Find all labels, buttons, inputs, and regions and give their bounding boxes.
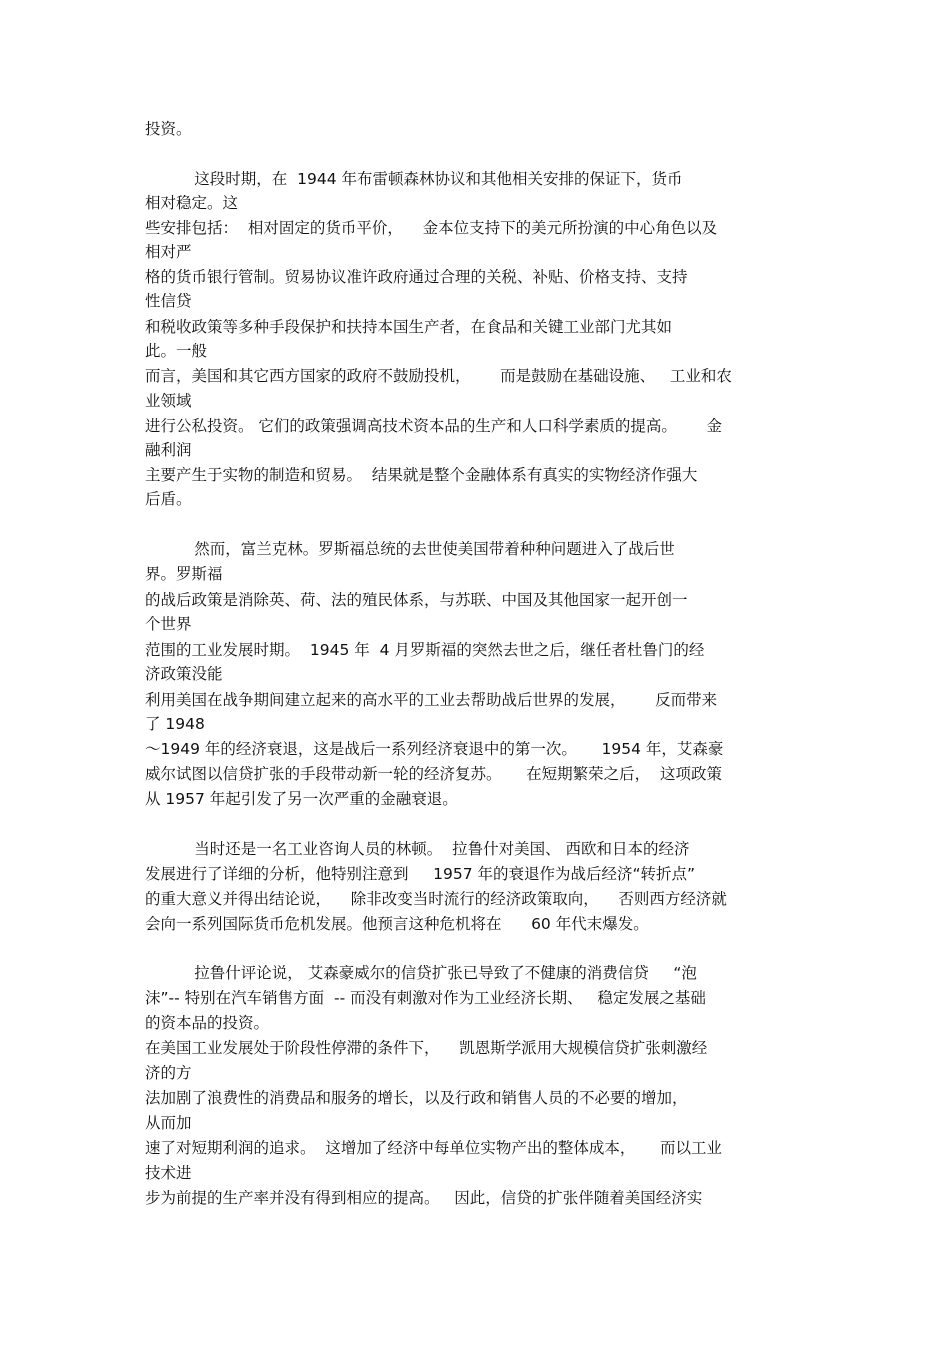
text-line: 当时还是一名工业咨询人员的林顿。 拉鲁什对美国、 西欧和日本的经济: [145, 840, 690, 858]
text-line: 的战后政策是消除英、荷、法的殖民体系，与苏联、中国及其他国家一起开创一: [145, 591, 688, 609]
text-line: 融利润: [145, 441, 192, 459]
text-line: 的资本品的投资。: [145, 1014, 270, 1032]
text-line: 主要产生于实物的制造和贸易。 结果就是整个金融体系有真实的实物经济作强大: [145, 466, 698, 484]
text-line: 这段时期，在 1944 年布雷顿森林协议和其他相关安排的保证下，货币: [145, 170, 683, 188]
text-line: 相对稳定。这: [145, 194, 239, 212]
text-line: 些安排包括： 相对固定的货币平价， 金本位支持下的美元所扮演的中心角色以及: [145, 219, 718, 237]
text-line: 在美国工业发展处于阶段性停滞的条件下， 凯恩斯学派用大规模信贷扩张刺激经: [145, 1039, 708, 1057]
text-line: 个世界: [145, 615, 192, 633]
text-line: ～1949 年的经济衰退，这是战后一系列经济衰退中的第一次。 1954 年，艾森豪: [145, 740, 724, 758]
text-line: 威尔试图以信贷扩张的手段带动新一轮的经济复苏。 在短期繁荣之后， 这项政策: [145, 765, 722, 783]
text-line: 相对严: [145, 243, 192, 261]
text-line: 沫”-- 特别在汽车销售方面 -- 而没有刺激对作为工业经济长期、 稳定发展之基础: [145, 989, 706, 1007]
text-line: 技术进: [145, 1164, 192, 1182]
text-line: 步为前提的生产率并没有得到相应的提高。 因此，信贷的扩张伴随着美国经济实: [145, 1189, 703, 1207]
text-line: 进行公私投资。 它们的政策强调高技术资本品的生产和人口科学素质的提高。 金: [145, 417, 722, 435]
text-line: 会向一系列国际货币危机发展。他预言这种危机将在 60 年代末爆发。: [145, 915, 649, 933]
text-line: 投资。: [145, 120, 192, 138]
text-line: 范围的工业发展时期。 1945 年 4 月罗斯福的突然去世之后，继任者杜鲁门的经: [145, 641, 705, 659]
text-line: 此。一般: [145, 342, 208, 360]
text-line: 速了对短期利润的追求。 这增加了经济中每单位实物产出的整体成本， 而以工业: [145, 1139, 722, 1157]
text-line: 和税收政策等多种手段保护和扶持本国生产者，在食品和关键工业部门尤其如: [145, 318, 673, 336]
text-line: 界。罗斯福: [145, 565, 223, 583]
text-line: 业领域: [145, 392, 192, 410]
text-line: 然而，富兰克林。罗斯福总统的去世使美国带着种种问题进入了战后世: [145, 540, 675, 558]
text-line: 格的货币银行管制。贸易协议准许政府通过合理的关税、补贴、价格支持、支持: [145, 268, 688, 286]
text-line: 从 1957 年起引发了另一次严重的金融衰退。: [145, 790, 458, 808]
text-line: 了 1948: [145, 715, 205, 733]
text-line: 法加剧了浪费性的消费品和服务的增长，以及行政和销售人员的不必要的增加，: [145, 1089, 688, 1107]
text-line: 后盾。: [145, 490, 192, 508]
text-line: 发展进行了详细的分析，他特别注意到 1957 年的衰退作为战后经济“转折点”: [145, 865, 696, 883]
text-line: 性信贷: [145, 292, 192, 310]
text-line: 利用美国在战争期间建立起来的高水平的工业去帮助战后世界的发展， 反而带来: [145, 691, 718, 709]
text-line: 济的方: [145, 1064, 192, 1082]
text-line: 拉鲁什评论说， 艾森豪威尔的信贷扩张已导致了不健康的消费信贷 “泡: [145, 964, 697, 982]
text-line: 的重大意义并得出结论说， 除非改变当时流行的经济政策取向， 否则西方经济就: [145, 890, 727, 908]
text-line: 济政策没能: [145, 665, 223, 683]
text-line: 而言，美国和其它西方国家的政府不鼓励投机， 而是鼓励在基础设施、 工业和农: [145, 367, 732, 385]
text-line: 从而加: [145, 1114, 192, 1132]
